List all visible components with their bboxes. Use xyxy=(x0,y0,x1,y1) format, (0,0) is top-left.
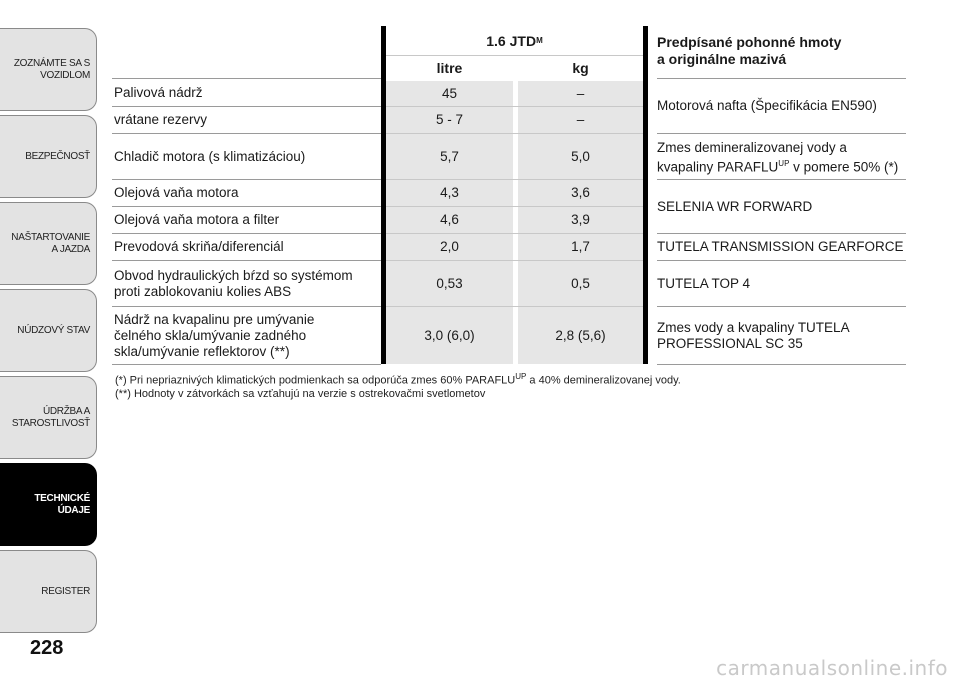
tab-label: REGISTER xyxy=(41,585,90,597)
engine-name: 1.6 JTD xyxy=(486,33,537,49)
col-litre-header: litre xyxy=(436,59,463,76)
tab-label: NÚDZOVÝ STAV xyxy=(17,324,90,336)
tab-label: TECHNICKÉ ÚDAJE xyxy=(34,492,90,516)
fuel-spec: Motorová nafta (Špecifikácia EN590) xyxy=(657,98,877,113)
table-cell-kg: 3,6 xyxy=(518,180,643,206)
table-cell-litre: 2,0 xyxy=(386,234,513,260)
table-row-label: Olejová vaňa motora xyxy=(114,185,239,200)
tab-zoznamte-sa-s-vozidlom[interactable] xyxy=(0,28,97,111)
fuel-spec: SELENIA WR FORWARD xyxy=(657,198,813,214)
engine-header xyxy=(386,28,643,54)
page-number: 228 xyxy=(30,637,64,659)
fuel-spec xyxy=(657,134,906,179)
fuel-header-line1: Predpísané pohonné hmoty xyxy=(657,34,842,50)
engine-subscript: M xyxy=(536,36,543,45)
fuel-spec: TUTELA TOP 4 xyxy=(657,275,751,291)
fuel-spec-text: Zmes demineralizovanej vody a kvapaliny PARAFLU xyxy=(657,140,847,175)
footnote-2: (**) Hodnoty v zátvorkách sa vzťahujú na verzie s ostrekovačmi svetlometov xyxy=(115,388,486,400)
col-kg-header: kg xyxy=(572,59,589,76)
table-row-label: Nádrž na kvapalinu pre umývanie čelného skla/umývanie zadného skla/umývanie reflektorov (**) xyxy=(114,311,315,359)
tab-nudzovy-stav[interactable] xyxy=(0,289,97,372)
fuel-spec-sup: UP xyxy=(778,159,790,168)
tab-technicke-udaje[interactable] xyxy=(0,463,97,546)
fuel-spec: TUTELA TRANSMISSION GEARFORCE xyxy=(657,239,904,254)
table-cell-kg: 3,9 xyxy=(518,207,643,233)
table-cell-kg: – xyxy=(518,81,643,106)
tab-register[interactable] xyxy=(0,550,97,633)
fuel-spec: Zmes vody a kvapaliny TUTELA PROFESSIONAL SC 35 xyxy=(657,319,849,351)
table-cell-kg: 5,0 xyxy=(518,134,643,179)
table-row-label: Olejová vaňa motora a filter xyxy=(114,212,280,227)
table-cell-litre: 45 xyxy=(386,81,513,106)
tab-label: ZOZNÁMTE SA S VOZIDLOM xyxy=(13,57,90,81)
tab-label: NAŠTARTOVANIE A JAZDA xyxy=(11,231,90,255)
table-cell-kg: 2,8 (5,6) xyxy=(518,307,643,364)
row-divider xyxy=(112,364,381,365)
footnote-1 xyxy=(115,370,681,388)
fuel-spec-text: v pomere 50% (*) xyxy=(789,159,899,175)
tab-label: BEZPEČNOSŤ xyxy=(25,150,90,162)
table-row-label: Prevodová skriňa/diferenciál xyxy=(114,239,284,254)
table-cell-litre: 0,53 xyxy=(386,261,513,306)
table-row-label: Chladič motora (s klimatizáciou) xyxy=(114,148,306,164)
tab-bezpecnost[interactable] xyxy=(0,115,97,198)
table-row-label: Palivová nádrž xyxy=(114,84,203,100)
table-cell-kg: – xyxy=(518,107,643,133)
table-cell-litre: 5 - 7 xyxy=(386,107,513,133)
fuel-header xyxy=(657,34,906,68)
footnote-text: (*) Pri nepriaznivých klimatických podmienkach sa odporúča zmes 60% PARAFLU xyxy=(115,374,516,387)
watermark: carmanualsonline.info xyxy=(716,656,948,680)
table-cell-litre: 4,3 xyxy=(386,180,513,206)
table-cell-litre: 5,7 xyxy=(386,134,513,179)
fuel-header-line2: a originálne mazivá xyxy=(657,51,787,67)
tab-label: ÚDRŽBA A STAROSTLIVOSŤ xyxy=(11,405,90,429)
table-cell-kg: 0,5 xyxy=(518,261,643,306)
row-divider xyxy=(657,364,906,365)
table-row-label: vrátane rezervy xyxy=(114,112,208,127)
table-cell-kg: 1,7 xyxy=(518,234,643,260)
table-cell-litre: 4,6 xyxy=(386,207,513,233)
tab-nastartovanie-a-jazda[interactable] xyxy=(0,202,97,285)
footnote-sup: UP xyxy=(515,372,527,381)
tab-udrzba-a-starostlivost[interactable] xyxy=(0,376,97,459)
column-divider xyxy=(643,26,648,364)
table-cell-litre: 3,0 (6,0) xyxy=(386,307,513,364)
footnote-text: a 40% demineralizovanej vody. xyxy=(526,374,681,387)
table-row-label: Obvod hydraulických bŕzd so systémom proti zablokovaniu kolies ABS xyxy=(114,267,353,299)
